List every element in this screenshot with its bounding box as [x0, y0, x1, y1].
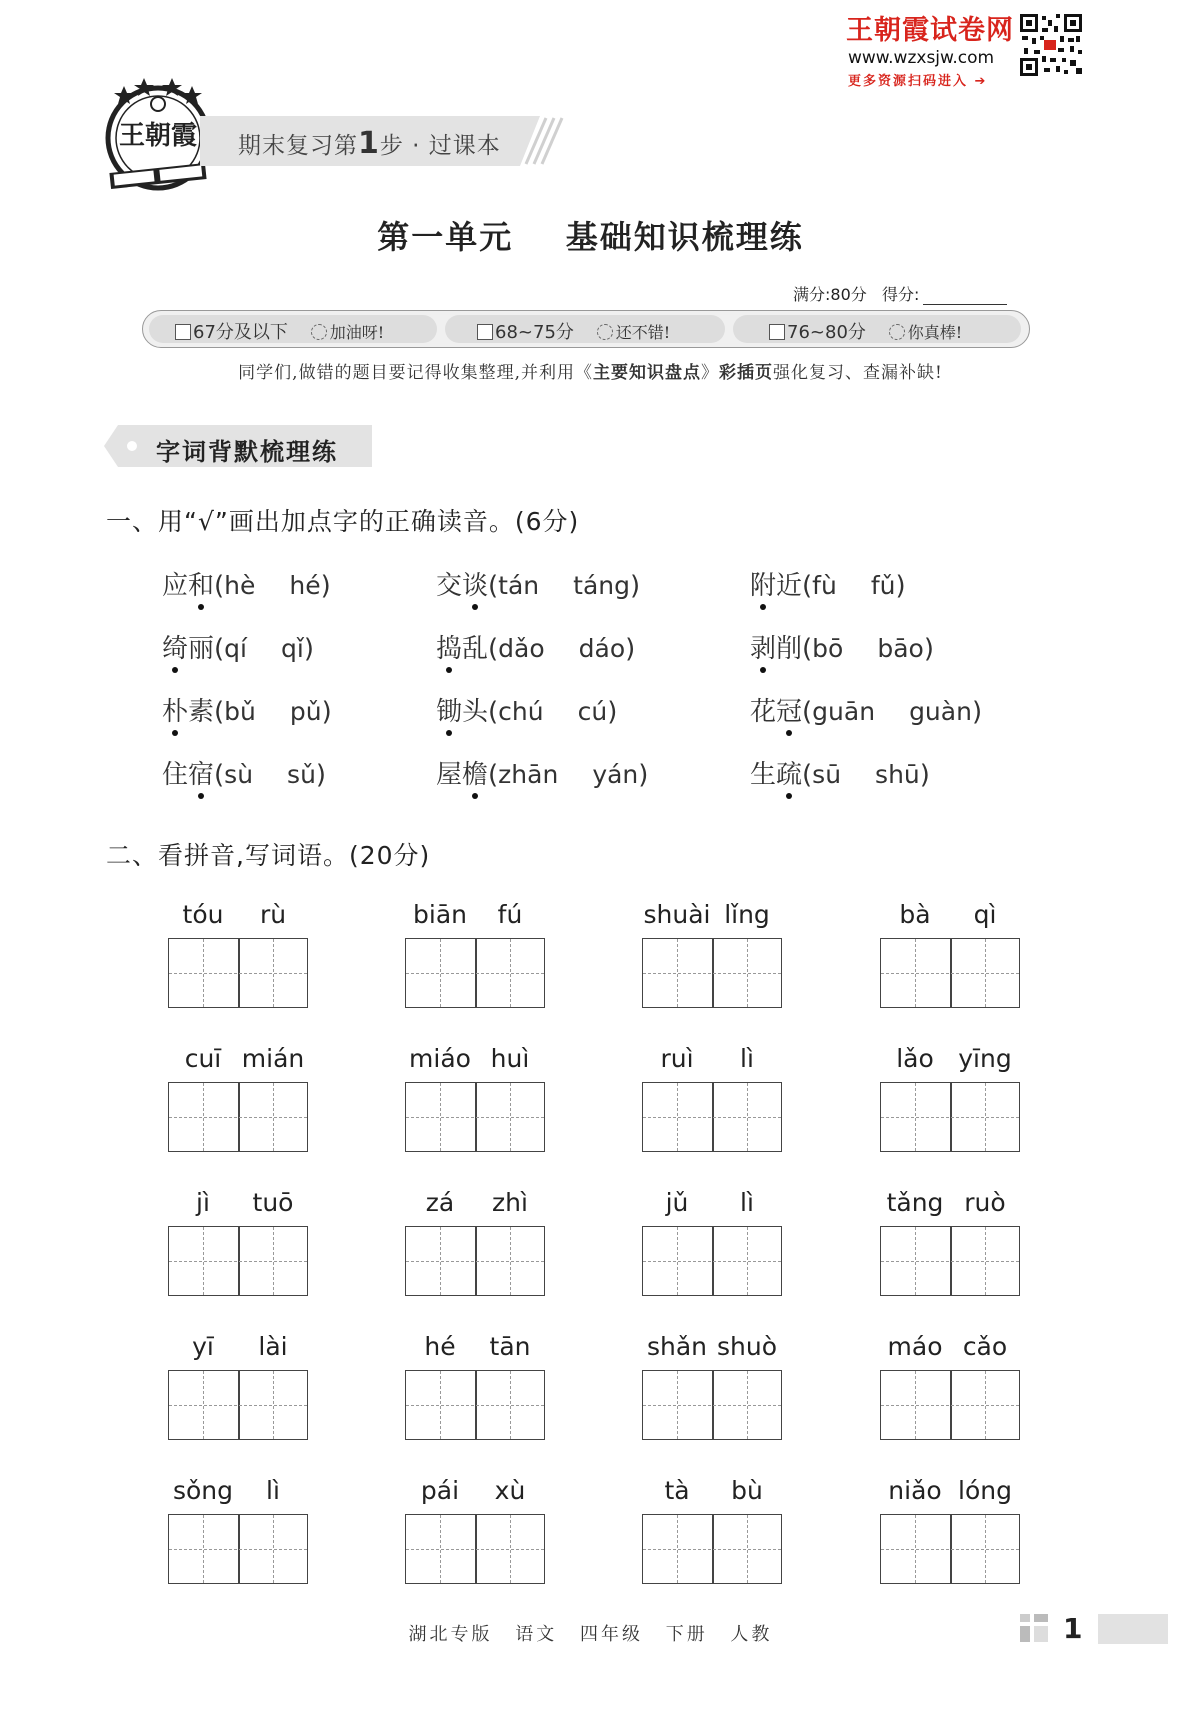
- pinyin-option[interactable]: guān: [812, 697, 876, 726]
- pinyin-syllable: jǔ: [665, 1188, 689, 1217]
- pinyin-pair: [168, 1188, 308, 1220]
- reading-word: 捣乱: [436, 628, 488, 665]
- question-1-heading: 一、用“√”画出加点字的正确读音。(6分): [106, 507, 580, 536]
- reading-item: 住宿 (sù sǔ): [162, 754, 326, 791]
- grid-line: [881, 1405, 1019, 1406]
- pinyin-option[interactable]: guàn: [909, 697, 972, 726]
- full-score: 满分:80分: [793, 285, 867, 304]
- brand-name: 王朝霞试卷网: [846, 15, 1014, 46]
- grid-line: [406, 973, 544, 974]
- grid-line: [169, 1261, 307, 1262]
- pinyin-syllable: cuī: [184, 1044, 222, 1073]
- reading-item: 生疏 (sū shū): [750, 754, 930, 791]
- step-text: [238, 126, 501, 161]
- grid-line: [881, 973, 1019, 974]
- writing-box[interactable]: [642, 1082, 782, 1152]
- writing-box[interactable]: [405, 1226, 545, 1296]
- grade-item-3: [769, 318, 962, 344]
- grid-line: [406, 1261, 544, 1262]
- pinyin-syllable: shuò: [716, 1332, 777, 1361]
- brand-more: 更多资源扫码进入 ➔: [848, 74, 988, 89]
- pinyin-option[interactable]: tán: [498, 571, 540, 600]
- pinyin-pair: [880, 1188, 1020, 1220]
- grade-note: 还不错!: [615, 323, 671, 342]
- emphasis-dot: [472, 604, 478, 610]
- pinyin-syllable: huì: [490, 1044, 530, 1073]
- pinyin-syllable: cǎo: [962, 1332, 1008, 1361]
- tip-part: 同学们,做错的题目要记得收集整理,并利用《: [238, 363, 593, 383]
- pinyin-option[interactable]: zhān: [498, 760, 559, 789]
- writing-box[interactable]: [405, 1082, 545, 1152]
- grid-line: [169, 1405, 307, 1406]
- pinyin-option[interactable]: qí: [224, 634, 247, 663]
- section-tag: [104, 425, 372, 467]
- emphasis-dot: [446, 667, 452, 673]
- writing-box[interactable]: [642, 938, 782, 1008]
- grid-line: [406, 1117, 544, 1118]
- pinyin-option[interactable]: chú: [498, 697, 544, 726]
- grid-line: [881, 1549, 1019, 1550]
- step-prefix: 期末复习第: [238, 133, 358, 159]
- writing-box[interactable]: [168, 1226, 308, 1296]
- reading-item: 朴素 (bǔ pǔ): [162, 691, 332, 728]
- pinyin-pair: [405, 1476, 545, 1508]
- pinyin-pair: [642, 1476, 782, 1508]
- pinyin-pair: [880, 1476, 1020, 1508]
- pinyin-pair: [880, 900, 1020, 932]
- reading-item: 绮丽 (qí qǐ): [162, 628, 314, 665]
- writing-box[interactable]: [405, 938, 545, 1008]
- pinyin-pair: [880, 1044, 1020, 1076]
- pinyin-syllable: sǒng: [172, 1476, 234, 1505]
- page-title: 第一单元 基础知识梳理练: [377, 218, 804, 256]
- smile-icon: [889, 324, 905, 340]
- grid-line: [881, 1261, 1019, 1262]
- pinyin-syllable: lǐng: [724, 900, 770, 929]
- pinyin-option[interactable]: hè: [224, 571, 256, 600]
- pinyin-pair: [642, 1044, 782, 1076]
- pinyin-pair: [642, 1332, 782, 1364]
- emphasis-dot: [172, 730, 178, 736]
- brand-url[interactable]: www.wzxsjw.com: [848, 48, 995, 68]
- grade-item-1: [175, 318, 384, 344]
- emphasis-dot: [172, 667, 178, 673]
- writing-box[interactable]: [168, 1082, 308, 1152]
- pinyin-option[interactable]: hé: [289, 571, 321, 600]
- pinyin-syllable: zá: [425, 1188, 455, 1217]
- pinyin-option[interactable]: sù: [224, 760, 254, 789]
- grade-note: 你真棒!: [907, 323, 963, 342]
- grade-item-2: [477, 318, 670, 344]
- reading-word: 应和: [162, 565, 214, 602]
- writing-box[interactable]: [880, 1370, 1020, 1440]
- writing-box[interactable]: [880, 938, 1020, 1008]
- tip-bold: 主要知识盘点: [592, 363, 701, 383]
- checkbox[interactable]: [477, 324, 493, 340]
- pinyin-syllable: lǎo: [896, 1044, 934, 1073]
- logo-text: 王朝霞: [118, 121, 198, 151]
- reading-item: 锄头 (chú cú): [436, 691, 617, 728]
- pinyin-syllable: yīng: [958, 1044, 1012, 1073]
- reading-item: 附近 (fù fǔ): [750, 565, 906, 602]
- grade-note: 加油呀!: [329, 323, 385, 342]
- grid-line: [643, 1405, 781, 1406]
- pinyin-pair: [168, 1332, 308, 1364]
- reading-word: 交谈: [436, 565, 488, 602]
- emphasis-dot: [760, 667, 766, 673]
- reading-word: 花冠: [750, 691, 802, 728]
- reading-item: 花冠 (guān guàn): [750, 691, 982, 728]
- reading-item: 捣乱 (dǎo dáo): [436, 628, 635, 665]
- pinyin-option[interactable]: dǎo: [498, 634, 545, 663]
- reading-item: 屋檐 (zhān yán): [436, 754, 648, 791]
- grade-range: 68~75分: [495, 322, 574, 343]
- pinyin-syllable: ruì: [660, 1044, 694, 1073]
- pinyin-syllable: ruò: [964, 1188, 1006, 1217]
- pinyin-syllable: pái: [420, 1476, 460, 1505]
- step-banner: [200, 116, 568, 166]
- reading-word: 绮丽: [162, 628, 214, 665]
- writing-box[interactable]: [168, 1514, 308, 1584]
- pinyin-syllable: biān: [413, 900, 467, 929]
- pinyin-syllable: fú: [497, 900, 523, 929]
- smile-icon: [597, 324, 613, 340]
- pinyin-syllable: niǎo: [888, 1476, 942, 1505]
- reading-word: 附近: [750, 565, 802, 602]
- score-line: [793, 282, 1007, 305]
- pinyin-syllable: bà: [899, 900, 931, 929]
- tip-part: 强化复习、查漏补缺!: [772, 363, 943, 383]
- grid-line: [169, 1549, 307, 1550]
- reading-item: 交谈 (tán táng): [436, 565, 640, 602]
- pinyin-syllable: lài: [258, 1332, 288, 1361]
- grid-line: [406, 1405, 544, 1406]
- score-label: 得分:: [882, 285, 920, 304]
- pinyin-syllable: lóng: [958, 1476, 1012, 1505]
- emphasis-dot: [446, 730, 452, 736]
- pinyin-pair: [642, 900, 782, 932]
- pinyin-option[interactable]: bō: [812, 634, 844, 663]
- emphasis-dot: [472, 793, 478, 799]
- writing-box[interactable]: [405, 1514, 545, 1584]
- pinyin-syllable: mián: [241, 1044, 305, 1073]
- pinyin-pair: [405, 1188, 545, 1220]
- smile-icon: [311, 324, 327, 340]
- pinyin-pair: [405, 900, 545, 932]
- emphasis-dot: [786, 793, 792, 799]
- score-blank[interactable]: [923, 290, 1007, 305]
- pinyin-syllable: tǎng: [886, 1188, 944, 1217]
- pinyin-syllable: zhì: [492, 1188, 528, 1217]
- pinyin-option[interactable]: sǔ: [287, 760, 316, 789]
- pinyin-pair: [880, 1332, 1020, 1364]
- grid-line: [643, 973, 781, 974]
- writing-box[interactable]: [405, 1370, 545, 1440]
- tip-bold: 彩插页: [718, 363, 773, 383]
- pinyin-option[interactable]: fǔ: [870, 571, 896, 600]
- writing-box[interactable]: [642, 1226, 782, 1296]
- grid-line: [169, 973, 307, 974]
- pinyin-option[interactable]: dáo: [578, 634, 626, 663]
- pinyin-pair: [405, 1332, 545, 1364]
- page-number: 1: [1063, 1612, 1083, 1645]
- pinyin-option[interactable]: táng: [573, 571, 630, 600]
- reading-item: 剥削 (bō bāo): [750, 628, 934, 665]
- grade-range: 76~80分: [787, 322, 866, 343]
- grade-bar: [142, 310, 1030, 348]
- pinyin-pair: [168, 900, 308, 932]
- pinyin-pair: [168, 1476, 308, 1508]
- pinyin-option[interactable]: shū: [875, 760, 920, 789]
- pinyin-syllable: jì: [196, 1188, 210, 1217]
- grid-line: [406, 1549, 544, 1550]
- pinyin-syllable: lì: [266, 1476, 280, 1505]
- writing-box[interactable]: [642, 1514, 782, 1584]
- reading-item: 应和 (hè hé): [162, 565, 331, 602]
- emphasis-dot: [198, 793, 204, 799]
- pinyin-option[interactable]: pǔ: [289, 697, 322, 726]
- question-2-heading: 二、看拼音,写词语。(20分): [106, 841, 431, 870]
- pinyin-syllable: lì: [740, 1188, 754, 1217]
- grid-line: [881, 1117, 1019, 1118]
- checkbox[interactable]: [175, 324, 191, 340]
- grid-line: [643, 1549, 781, 1550]
- writing-box[interactable]: [880, 1514, 1020, 1584]
- pinyin-syllable: máo: [887, 1332, 943, 1361]
- pinyin-pair: [642, 1188, 782, 1220]
- pinyin-option[interactable]: qǐ: [281, 634, 304, 663]
- reading-word: 生疏: [750, 754, 802, 791]
- pinyin-option[interactable]: fù: [812, 571, 837, 600]
- pinyin-syllable: tà: [664, 1476, 690, 1505]
- pinyin-syllable: tān: [489, 1332, 531, 1361]
- checkbox[interactable]: [769, 324, 785, 340]
- pinyin-option[interactable]: sū: [812, 760, 842, 789]
- page-deco: [1020, 1614, 1050, 1644]
- writing-box[interactable]: [642, 1370, 782, 1440]
- grid-line: [643, 1261, 781, 1262]
- grid-line: [169, 1117, 307, 1118]
- pinyin-syllable: shǎn: [646, 1332, 708, 1361]
- pinyin-option[interactable]: bǔ: [224, 697, 256, 726]
- pinyin-syllable: lì: [740, 1044, 754, 1073]
- pinyin-syllable: shuài: [643, 900, 711, 929]
- pinyin-option[interactable]: yán: [592, 760, 639, 789]
- emphasis-dot: [760, 604, 766, 610]
- tip-text: [0, 358, 1181, 383]
- pinyin-syllable: xù: [494, 1476, 526, 1505]
- reading-word: 屋檐: [436, 754, 488, 791]
- writing-box[interactable]: [168, 1370, 308, 1440]
- reading-word: 锄头: [436, 691, 488, 728]
- step-number: 1: [358, 126, 380, 161]
- pinyin-pair: [168, 1044, 308, 1076]
- pinyin-option[interactable]: cú: [577, 697, 608, 726]
- reading-word: 剥削: [750, 628, 802, 665]
- pinyin-syllable: qì: [973, 900, 997, 929]
- pinyin-syllable: yī: [192, 1332, 214, 1361]
- pinyin-syllable: tóu: [182, 900, 224, 929]
- reading-word: 朴素: [162, 691, 214, 728]
- footer-edition: 湖北专版 语文 四年级 下册 人教: [408, 1624, 773, 1645]
- reading-word: 住宿: [162, 754, 214, 791]
- step-suffix: 步 · 过课本: [379, 133, 501, 159]
- writing-box[interactable]: [880, 1082, 1020, 1152]
- pinyin-syllable: miáo: [409, 1044, 471, 1073]
- grade-range: 67分及以下: [193, 322, 288, 343]
- pinyin-pair: [405, 1044, 545, 1076]
- emphasis-dot: [198, 604, 204, 610]
- pinyin-syllable: rù: [259, 900, 287, 929]
- pinyin-option[interactable]: bāo: [877, 634, 924, 663]
- writing-box[interactable]: [880, 1226, 1020, 1296]
- writing-box[interactable]: [168, 938, 308, 1008]
- section-title: 字词背默梳理练: [156, 438, 338, 466]
- pinyin-syllable: tuō: [252, 1188, 294, 1217]
- emphasis-dot: [786, 730, 792, 736]
- tip-part: 》: [700, 363, 719, 383]
- qr-code-icon[interactable]: [1018, 12, 1084, 78]
- pinyin-syllable: bù: [731, 1476, 763, 1505]
- grid-line: [643, 1117, 781, 1118]
- pinyin-syllable: hé: [424, 1332, 456, 1361]
- page-bar: [1098, 1614, 1168, 1644]
